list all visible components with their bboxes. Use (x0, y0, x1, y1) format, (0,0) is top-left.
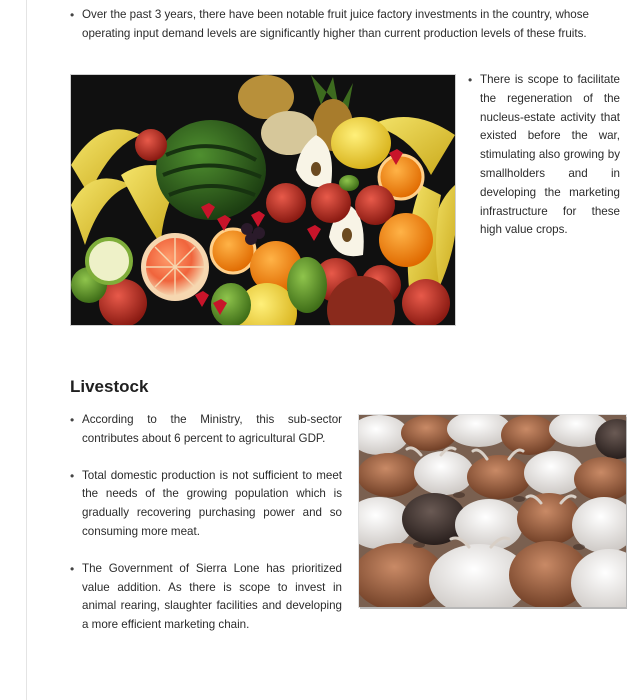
cattle-photo (359, 415, 626, 607)
livestock-heading: Livestock (70, 377, 149, 396)
page-margin-line (26, 0, 27, 700)
fruit-scope-bullet: • There is scope to facilitate the regeneration of the nucleus-estate activity that existed before the war, stimulating also growing by smallholders and in developing the marketing infrastructure for these high value crops. (468, 71, 620, 240)
livestock-bullet: • The Government of Sierra Lone has prioritized value addition. As there is scope to invest in animal rearing, slaughter facilities and developing a more efficient marketing chain. (70, 560, 342, 635)
intro-bullet: • Over the past 3 years, there have been notable fruit juice factory investments in the country, whose operating input demand levels are significantly higher than current production levels of these fruits. (70, 6, 610, 44)
fruit-photo-illustration (71, 75, 455, 325)
livestock-bullet: • According to the Ministry, this sub-sector contributes about 6 percent to agricultural GDP. (70, 411, 342, 449)
cattle-photo-illustration (359, 415, 626, 607)
intro-bullet-list (70, 6, 610, 44)
fruit-photo (70, 74, 456, 326)
fruit-scope-bullet-list (468, 71, 620, 240)
livestock-bullet: • Total domestic production is not sufficient to meet the needs of the growing population which is gradually recovering purchasing power and so consuming more meat. (70, 467, 342, 542)
livestock-bullet-list (70, 411, 342, 653)
